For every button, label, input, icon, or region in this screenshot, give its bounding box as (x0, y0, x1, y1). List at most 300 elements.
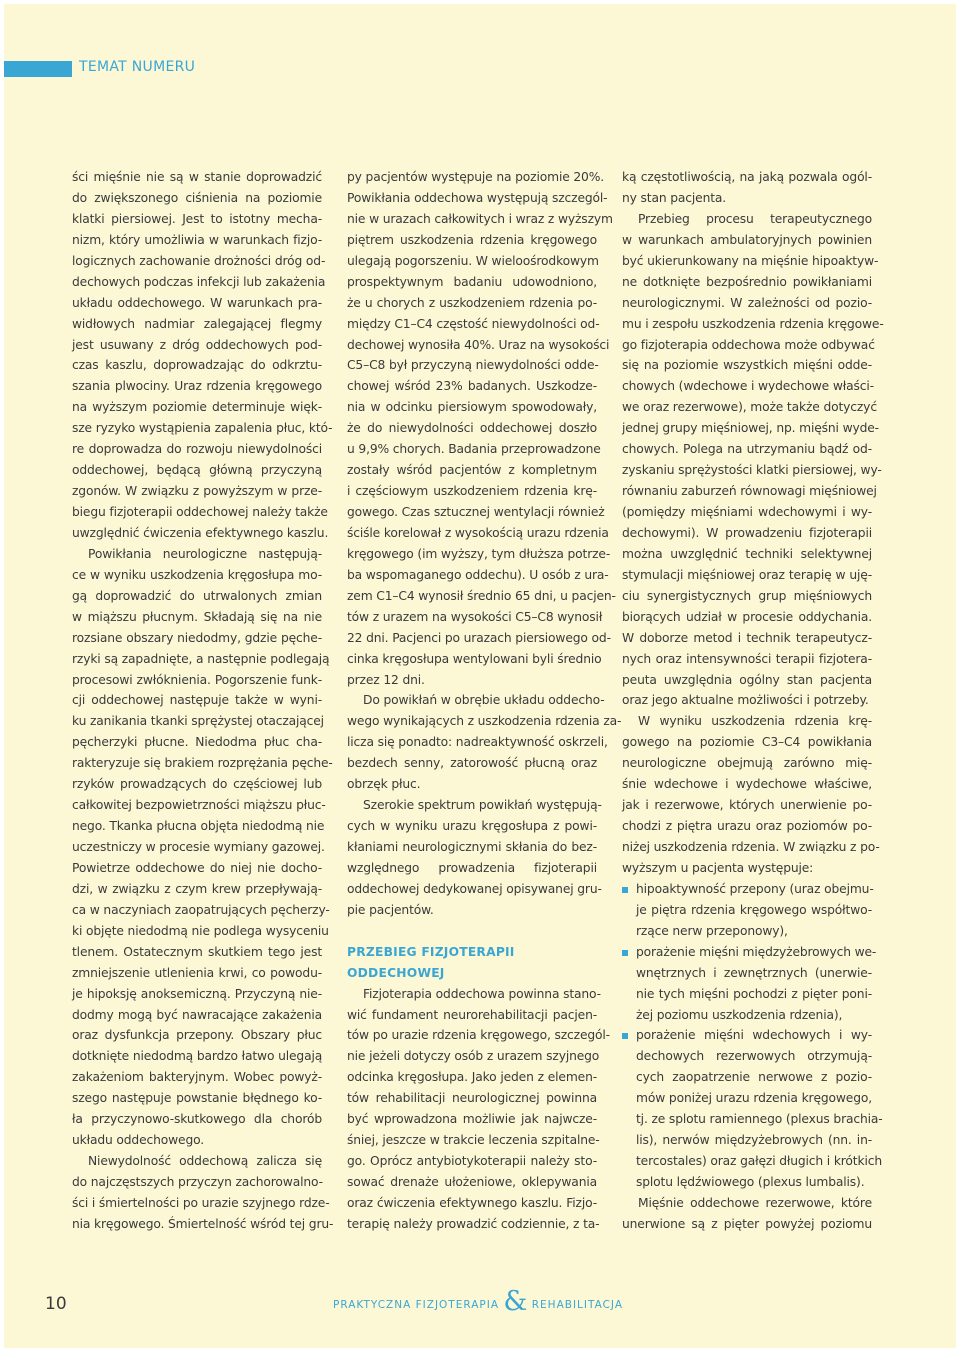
line-text: i częściowym uszkodzeniem rdzenia krę- (347, 484, 597, 499)
line-text: nych oraz intensywności terapii fizjotera- (622, 651, 872, 666)
line-text: tercostales) oraz gałęzi długich i krótkich (636, 1154, 882, 1169)
line-text: cych w wyniku urazu kręgosłupa z powi- (347, 819, 597, 834)
line-text: względnego prowadzenia fizjoterapii (347, 860, 597, 875)
bullet-item-line (622, 879, 872, 900)
text-line (622, 272, 872, 293)
text-line (72, 293, 322, 314)
line-text: piętrem uszkodzenia rdzenia kręgowego (347, 232, 597, 247)
line-text: ści mięśnie nie są w stanie doprowadzić (72, 170, 322, 184)
text-line (622, 607, 872, 628)
line-text: Powietrze oddechowe do niej nie docho- (72, 860, 322, 875)
text-line (72, 795, 326, 816)
line-text: obrzęk płuc. (347, 777, 421, 792)
line-text: oddechowej, będącą główną przyczyną (72, 463, 322, 478)
blank-line (347, 921, 597, 942)
text-line (622, 963, 872, 984)
text-line (72, 963, 322, 984)
square-bullet-icon (622, 1033, 628, 1039)
text-line (72, 1172, 322, 1193)
line-text: zakażeniom bakteryjnym. Wobec powyż- (72, 1070, 322, 1085)
line-text: Do powikłań w obrębie układu oddecho- (363, 693, 605, 708)
line-text: cinka kręgosłupa wentylowani byli średnio (347, 651, 602, 666)
line-text: widłowych nadmiar zalegającej flegmy (72, 316, 322, 331)
text-line (347, 481, 597, 502)
text-column-3 (622, 167, 884, 1235)
line-text: gowego. Czas sztucznej wentylacji również (347, 505, 605, 519)
line-text: dechowych podczas infekcji lub zakażenia (72, 274, 326, 289)
text-line (72, 1130, 322, 1151)
text-line (72, 209, 322, 230)
text-line (622, 1214, 872, 1235)
text-line (347, 418, 597, 439)
text-line (72, 544, 322, 565)
line-text: tlenem. Ostatecznym skutkiem tego jest (72, 944, 322, 959)
section-heading (347, 963, 597, 984)
line-text: splotu lędźwiowego (plexus lumbalis). (636, 1175, 865, 1189)
text-line (622, 565, 872, 586)
text-line (347, 1067, 597, 1088)
text-line (347, 1193, 597, 1214)
text-line (622, 1193, 872, 1214)
line-text: śnie wdechowe i wydechowe właściwe, (622, 777, 872, 792)
line-text: między C1–C4 częstość niewydolności od- (347, 316, 600, 331)
bullet-item-line (622, 1025, 872, 1046)
text-line (622, 858, 872, 879)
section-label: TEMAT NUMERU (79, 59, 196, 75)
line-text: neurologicznymi. W zależności od pozio- (622, 295, 872, 310)
line-text: do zwiększonego ciśnienia na poziomie (72, 190, 322, 205)
text-line (347, 230, 597, 251)
line-text: ca w naczyniach zaopatrujących pęcherzy- (72, 902, 330, 917)
line-text: że do niewydolności oddechowej doszło (347, 421, 597, 436)
line-text: cji oddechowej następuje także w wyni- (72, 693, 322, 708)
text-line (622, 900, 872, 921)
text-line (347, 1025, 610, 1046)
text-line (622, 1130, 872, 1151)
line-text: ODDECHOWEJ (347, 965, 445, 980)
line-text: rzące nerw przeponowy), (636, 923, 788, 938)
line-text: czas kaszlu, doprowadzając do odkrztu- (72, 358, 322, 373)
text-line (622, 167, 872, 188)
text-line (72, 355, 322, 376)
text-line (72, 879, 322, 900)
text-line (347, 1214, 600, 1235)
line-text: lis), nerwów międzyżebrowych (nn. in- (636, 1133, 872, 1148)
square-bullet-icon (622, 950, 628, 956)
text-line (72, 900, 330, 921)
text-line (347, 837, 597, 858)
line-text: układu oddechowego. W warunkach pra- (72, 295, 322, 310)
line-text: rozsiane obszary niedodmy, gdzie pęche- (72, 630, 322, 645)
text-line (347, 1172, 597, 1193)
page-number: 10 (45, 1294, 67, 1314)
line-text: cych zaopatrzenie nerwowe z pozio- (636, 1070, 872, 1085)
text-line (72, 711, 322, 732)
line-text: rzyki są zapadnięte, a następnie podlegają (72, 651, 330, 666)
text-line (347, 711, 622, 732)
text-line (622, 523, 872, 544)
line-text: porażenie mięśni wdechowych i wy- (636, 1028, 872, 1043)
line-text: stymulacji mięśniowej oraz terapię w uję- (622, 567, 872, 582)
text-line (72, 1025, 322, 1046)
text-line (72, 586, 322, 607)
text-line (72, 753, 333, 774)
line-text: chowych (wdechowe i wydechowe właści- (622, 379, 874, 394)
text-line (622, 732, 872, 753)
text-line (72, 1046, 322, 1067)
text-line (347, 1046, 600, 1067)
line-text: Szerokie spektrum powikłań występują- (363, 798, 602, 813)
line-text: tów z urazem na wysokości C5–C8 wynosił (347, 609, 603, 624)
line-text: Powikłania neurologiczne następują- (88, 546, 322, 561)
line-text: W doborze metod i technik terapeutycz- (622, 630, 872, 645)
line-text: procesowi zwłóknienia. Pogorszenie funk- (72, 672, 322, 687)
line-text: ne dotknięte bezpośrednio powikłaniami (622, 274, 872, 289)
text-line (72, 1005, 322, 1026)
line-text: szego następuje powstanie błędnego ko- (72, 1091, 322, 1106)
line-text: ku zanikania tkanki sprężystej otaczającej (72, 714, 324, 729)
line-text: sować drenaże ułożeniowe, oklepywania (347, 1175, 597, 1189)
text-line (72, 418, 333, 439)
line-text: dzi, w związku z czym krew przepływają- (72, 881, 322, 896)
text-line (72, 251, 326, 272)
text-line (347, 879, 602, 900)
line-text: się na poziomie wszystkich mięśni odde- (622, 358, 872, 373)
line-text: śniej, jeszcze w trakcie leczenia szpitalne- (347, 1133, 600, 1148)
line-text: ny stan pacjenta. (622, 190, 727, 205)
text-line (622, 670, 872, 691)
text-line (72, 921, 329, 942)
text-line (622, 188, 872, 209)
line-text: układu oddechowego. (72, 1133, 205, 1148)
section-color-bar (4, 61, 72, 77)
text-line (347, 355, 597, 376)
line-text: wić fundament neurorehabilitacji pacjen- (347, 1007, 597, 1022)
text-line (622, 314, 884, 335)
line-text: oraz jego aktualne możliwości i potrzeby. (622, 693, 869, 708)
text-line (347, 774, 597, 795)
line-text: porażenie mięśni międzyżebrowych we- (636, 944, 877, 959)
line-text: C5–C8 był przyczyną niewydolności odde- (347, 358, 599, 373)
text-line (72, 1109, 322, 1130)
text-line (347, 523, 609, 544)
line-text: biegu fizjoterapii oddechowej należy także (72, 505, 328, 519)
text-line (72, 376, 322, 397)
text-line (347, 460, 597, 481)
line-text: do najczęstszych przyczyn zachorowalno- (72, 1175, 323, 1189)
text-line (72, 565, 322, 586)
line-text: oddechowej dedykowanej opisywanej gru- (347, 881, 602, 896)
text-line (347, 1130, 600, 1151)
line-text: Niewydolność oddechową zalicza się (88, 1154, 322, 1169)
line-text: wnętrznych i zewnętrznych (unerwie- (636, 965, 872, 980)
text-line (72, 230, 322, 251)
line-text: wego wynikających z uszkodzenia rdzenia za- (347, 714, 622, 729)
line-text: chowych. Polega na utrzymaniu bądź od- (622, 442, 872, 457)
line-text: jak i rezerwowe, których unerwienie po- (622, 798, 872, 813)
line-text: na wyższym poziomie determinuje więk- (72, 400, 322, 415)
text-line (72, 1088, 322, 1109)
line-text: ściśle korelował z wysokością urazu rdzenia (347, 525, 609, 540)
page (4, 4, 956, 1348)
text-line (347, 397, 597, 418)
text-line (347, 314, 600, 335)
text-line (72, 670, 322, 691)
line-text: ciu synergistycznych grup mięśniowych (622, 588, 872, 603)
line-text: mów poniżej urazu rdzenia kręgowego, (636, 1091, 872, 1106)
text-line (347, 376, 597, 397)
journal-name-part2: REHABILITACJA (531, 1299, 624, 1311)
line-text: rakteryzuje się brakiem rozprężania pęche- (72, 756, 333, 771)
line-text: że u chorych z uszkodzeniem rdzenia po- (347, 295, 597, 310)
line-text: dechowymi). W prowadzeniu fizjoterapii (622, 525, 872, 540)
line-text: nego. Tkanka płucna objęta niedodmą nie (72, 819, 325, 834)
line-text: ła przyczynowo-skutkowego dla chorób (72, 1112, 322, 1127)
line-text: py pacjentów występuje na poziomie 20%. (347, 170, 605, 184)
text-line (622, 439, 872, 460)
text-line (72, 837, 325, 858)
text-line (72, 984, 322, 1005)
line-text: bezdech senny, zatorowość płucną oraz (347, 756, 597, 771)
text-line (72, 502, 328, 523)
line-text: dotknięte niedodmą bardzo łatwo ulegają (72, 1049, 323, 1064)
text-line (622, 397, 877, 418)
text-line (72, 1214, 334, 1235)
text-line (347, 984, 601, 1005)
line-text: neurologiczne obejmują zarówno mię- (622, 756, 872, 771)
text-line (622, 335, 875, 356)
text-line (72, 188, 322, 209)
text-line (622, 816, 872, 837)
text-line (622, 355, 872, 376)
text-line (347, 209, 613, 230)
line-text: dechowej wynosiła 40%. Uraz na wysokości (347, 337, 610, 352)
text-line (347, 544, 611, 565)
line-text: W wyniku uszkodzenia rdzenia krę- (638, 714, 872, 729)
line-text: zostały wśród pacjentów z kompletnym (347, 463, 597, 478)
text-line (72, 523, 329, 544)
text-line (347, 607, 603, 628)
line-text: odcinka kręgosłupa. Jako jeden z elemen- (347, 1070, 597, 1085)
line-text: biorących udział w procesie oddychania. (622, 609, 872, 624)
text-line (347, 167, 605, 188)
text-line (347, 586, 616, 607)
line-text: je hipoksję anoksemiczną. Przyczyną nie- (72, 986, 322, 1001)
text-line (72, 335, 322, 356)
line-text: licza się ponadto: nadreaktywność oskrzeli, (347, 735, 608, 750)
text-line (72, 481, 322, 502)
line-text: 22 dni. Pacjenci po urazach piersiowego od- (347, 630, 611, 645)
line-text: nie jeżeli dotyczy osób z urazem szyjnego (347, 1049, 600, 1064)
line-text: jest usuwany z dróg oddechowych pod- (72, 337, 322, 352)
line-text: unerwione są z pięter powyżej poziomu (622, 1216, 872, 1231)
text-line (622, 774, 872, 795)
text-line (622, 544, 872, 565)
line-text: szania plwociny. Uraz rdzenia kręgowego (72, 379, 322, 394)
text-line (347, 690, 605, 711)
text-line (72, 1151, 322, 1172)
bullet-item-line (622, 942, 877, 963)
line-text: chodzi z piętra urazu oraz poziomów po- (622, 819, 872, 834)
line-text: tów po urazie rdzenia kręgowego, szczegól- (347, 1028, 610, 1043)
line-text: można uwzględnić techniki selektywnej (622, 546, 872, 561)
text-line (622, 837, 880, 858)
line-text: sze ryzyko wystąpienia zapalenia płuc, któ- (72, 421, 333, 436)
line-text: u 9,9% chorych. Badania przeprowadzone (347, 442, 601, 457)
line-text: PRZEBIEG FIZJOTERAPII (347, 944, 515, 959)
text-line (622, 1046, 872, 1067)
line-text: być wprowadzona możliwie jak najwcze- (347, 1112, 597, 1127)
line-text: przez 12 dni. (347, 672, 425, 687)
text-line (622, 293, 872, 314)
text-column-2 (347, 167, 622, 1235)
text-line (72, 1067, 322, 1088)
line-text: w miąższu płucnym. Składają się na nie (72, 609, 322, 624)
line-text: niżej uszkodzenia rdzenia. W związku z po- (622, 840, 880, 854)
line-text: Przebieg procesu terapeutycznego (638, 211, 872, 226)
line-text: dodmy mogą być nawracające zakażenia (72, 1007, 322, 1022)
line-text: rzyków prowadzących do częściowej lub (72, 777, 322, 792)
line-text: Powikłania oddechowa występują szczegól- (347, 190, 608, 205)
text-line (72, 628, 322, 649)
text-line (347, 795, 602, 816)
line-text: ści i śmiertelności po urazie szyjnego rdze- (72, 1195, 330, 1210)
text-line (622, 1067, 872, 1088)
line-text: zem C1–C4 wynosił średnio 65 dni, u pacjen- (347, 588, 616, 603)
text-line (347, 1005, 597, 1026)
text-line (72, 272, 326, 293)
text-line (72, 816, 325, 837)
line-text: tj. ze splotu ramiennego (plexus brachia- (636, 1112, 883, 1127)
line-text: pie pacjentów. (347, 902, 434, 917)
text-line (622, 251, 879, 272)
text-line (72, 460, 322, 481)
line-text: klatki piersiowej. Jest to istotny mecha- (72, 211, 322, 226)
line-text: hipoaktywność przepony (uraz obejmu- (636, 881, 874, 896)
line-text: gowego na poziomie C3–C4 powikłania (622, 735, 872, 750)
text-line (622, 795, 872, 816)
text-line (622, 481, 877, 502)
text-line (622, 460, 882, 481)
text-line (347, 1109, 597, 1130)
text-line (622, 753, 872, 774)
line-text: tów rehabilitacji neurologicznej powinna (347, 1091, 597, 1106)
line-text: re doprowadza do rozwoju niewydolności (72, 442, 322, 457)
text-column-1 (72, 167, 334, 1235)
line-text: oraz dysfunkcja przepony. Obszary płuc (72, 1028, 322, 1043)
text-line (622, 586, 872, 607)
text-line (72, 167, 322, 188)
text-line (72, 732, 322, 753)
line-text: Fizjoterapia oddechowa powinna stano- (363, 986, 601, 1001)
journal-footer (333, 1286, 623, 1317)
text-line (622, 209, 872, 230)
text-line (622, 376, 872, 397)
line-text: całkowitej bezpowietrzności miąższu płuc- (72, 798, 326, 813)
line-text: nie w urazach całkowitych i wraz z wyższym (347, 211, 613, 226)
line-text: peuta uwzględnia ogólny stan pacjenta (622, 672, 872, 687)
line-text: zyskaniu sprężystości klatki piersiowej, wy- (622, 463, 882, 478)
line-text: żej poziomu uszkodzenia rdzenia), (636, 1007, 843, 1022)
line-text: (pomiędzy mięśniami wdechowymi i wy- (622, 505, 872, 519)
text-line (72, 607, 322, 628)
text-line (72, 942, 322, 963)
text-line (622, 1151, 882, 1172)
text-line (347, 670, 597, 691)
text-line (622, 921, 872, 942)
line-text: je piętra rdzenia kręgowego współtwo- (636, 902, 872, 917)
line-text: logicznych zachowanie drożności dróg od- (72, 253, 326, 268)
line-text: ulegają pogorszeniu. W wieloośrodkowym (347, 253, 599, 268)
line-text: zmniejszenie utlenienia krwi, co powodu- (72, 965, 322, 980)
line-text: dechowych rezerwowych otrzymują- (636, 1049, 872, 1064)
line-text: nizm, który umożliwia w warunkach fizjo- (72, 232, 322, 247)
line-text: pęcherzyki płucne. Niedodma płuc cha- (72, 735, 322, 750)
line-text: prospektywnym badaniu udowodniono, (347, 274, 597, 289)
text-line (347, 188, 608, 209)
text-line (622, 1172, 872, 1193)
line-text: być ukierunkowany na mięśnie hipoaktyw- (622, 253, 879, 268)
square-bullet-icon (622, 887, 628, 893)
text-line (347, 649, 602, 670)
text-line (347, 251, 597, 272)
text-line (622, 711, 872, 732)
line-text: go. Oprócz antybiotykoterapii należy sto- (347, 1154, 597, 1169)
line-text: gą doprowadzić do utrwalonych zmian (72, 588, 322, 603)
text-line (72, 649, 330, 670)
text-line (622, 628, 872, 649)
line-text: uwzględnić ćwiczenia efektywnego kaszlu. (72, 525, 329, 540)
text-line (347, 1151, 597, 1172)
line-text: mu i zespołu uszkodzenia rdzenia kręgowe- (622, 316, 884, 331)
text-line (72, 397, 322, 418)
line-text: oraz ćwiczenia efektywnego kaszlu. Fizjo- (347, 1195, 597, 1210)
line-text: ką częstotliwością, na jaką pozwala ogól- (622, 170, 872, 184)
text-line (622, 690, 872, 711)
text-line (622, 1005, 872, 1026)
text-line (347, 502, 605, 523)
ampersand-logo: & (503, 1286, 528, 1317)
text-line (347, 439, 601, 460)
line-text: kłaniami neurologicznymi skłania do bez- (347, 840, 597, 854)
line-text: terapię należy prowadzić codziennie, z ta- (347, 1216, 600, 1231)
text-line (622, 1088, 872, 1109)
text-line (72, 690, 322, 711)
line-text: nia w odcinku piersiowym spowodowały, (347, 400, 597, 415)
section-heading (347, 942, 597, 963)
text-line (622, 649, 872, 670)
line-text: kręgowego (im wyższy, tym dłuższa potrze- (347, 546, 611, 561)
text-line (347, 858, 597, 879)
text-line (347, 335, 610, 356)
line-text: ba wspomaganego oddechu). U osób z ura- (347, 567, 609, 582)
text-line (347, 628, 611, 649)
line-text: jednej grupy mięśniowej, np. mięśni wyde- (622, 421, 879, 436)
text-line (347, 1088, 597, 1109)
line-text: równaniu zaburzeń równowagi mięśniowej (622, 484, 877, 499)
line-text: go fizjoterapia oddechowa może odbywać (622, 337, 875, 352)
text-line (347, 732, 608, 753)
line-text: nia kręgowego. Śmiertelność wśród tej gru- (72, 1216, 334, 1231)
line-text: ki objęte niedodmą nie podlega wysyceniu (72, 923, 329, 938)
text-line (72, 314, 322, 335)
text-line (72, 774, 322, 795)
text-line (347, 900, 597, 921)
line-text: nie tych mięśni pochodzi z pięter poni- (636, 986, 872, 1001)
journal-name-part1: PRAKTYCZNA FIZJOTERAPIA (333, 1299, 500, 1311)
text-line (72, 1193, 330, 1214)
text-line (347, 753, 597, 774)
